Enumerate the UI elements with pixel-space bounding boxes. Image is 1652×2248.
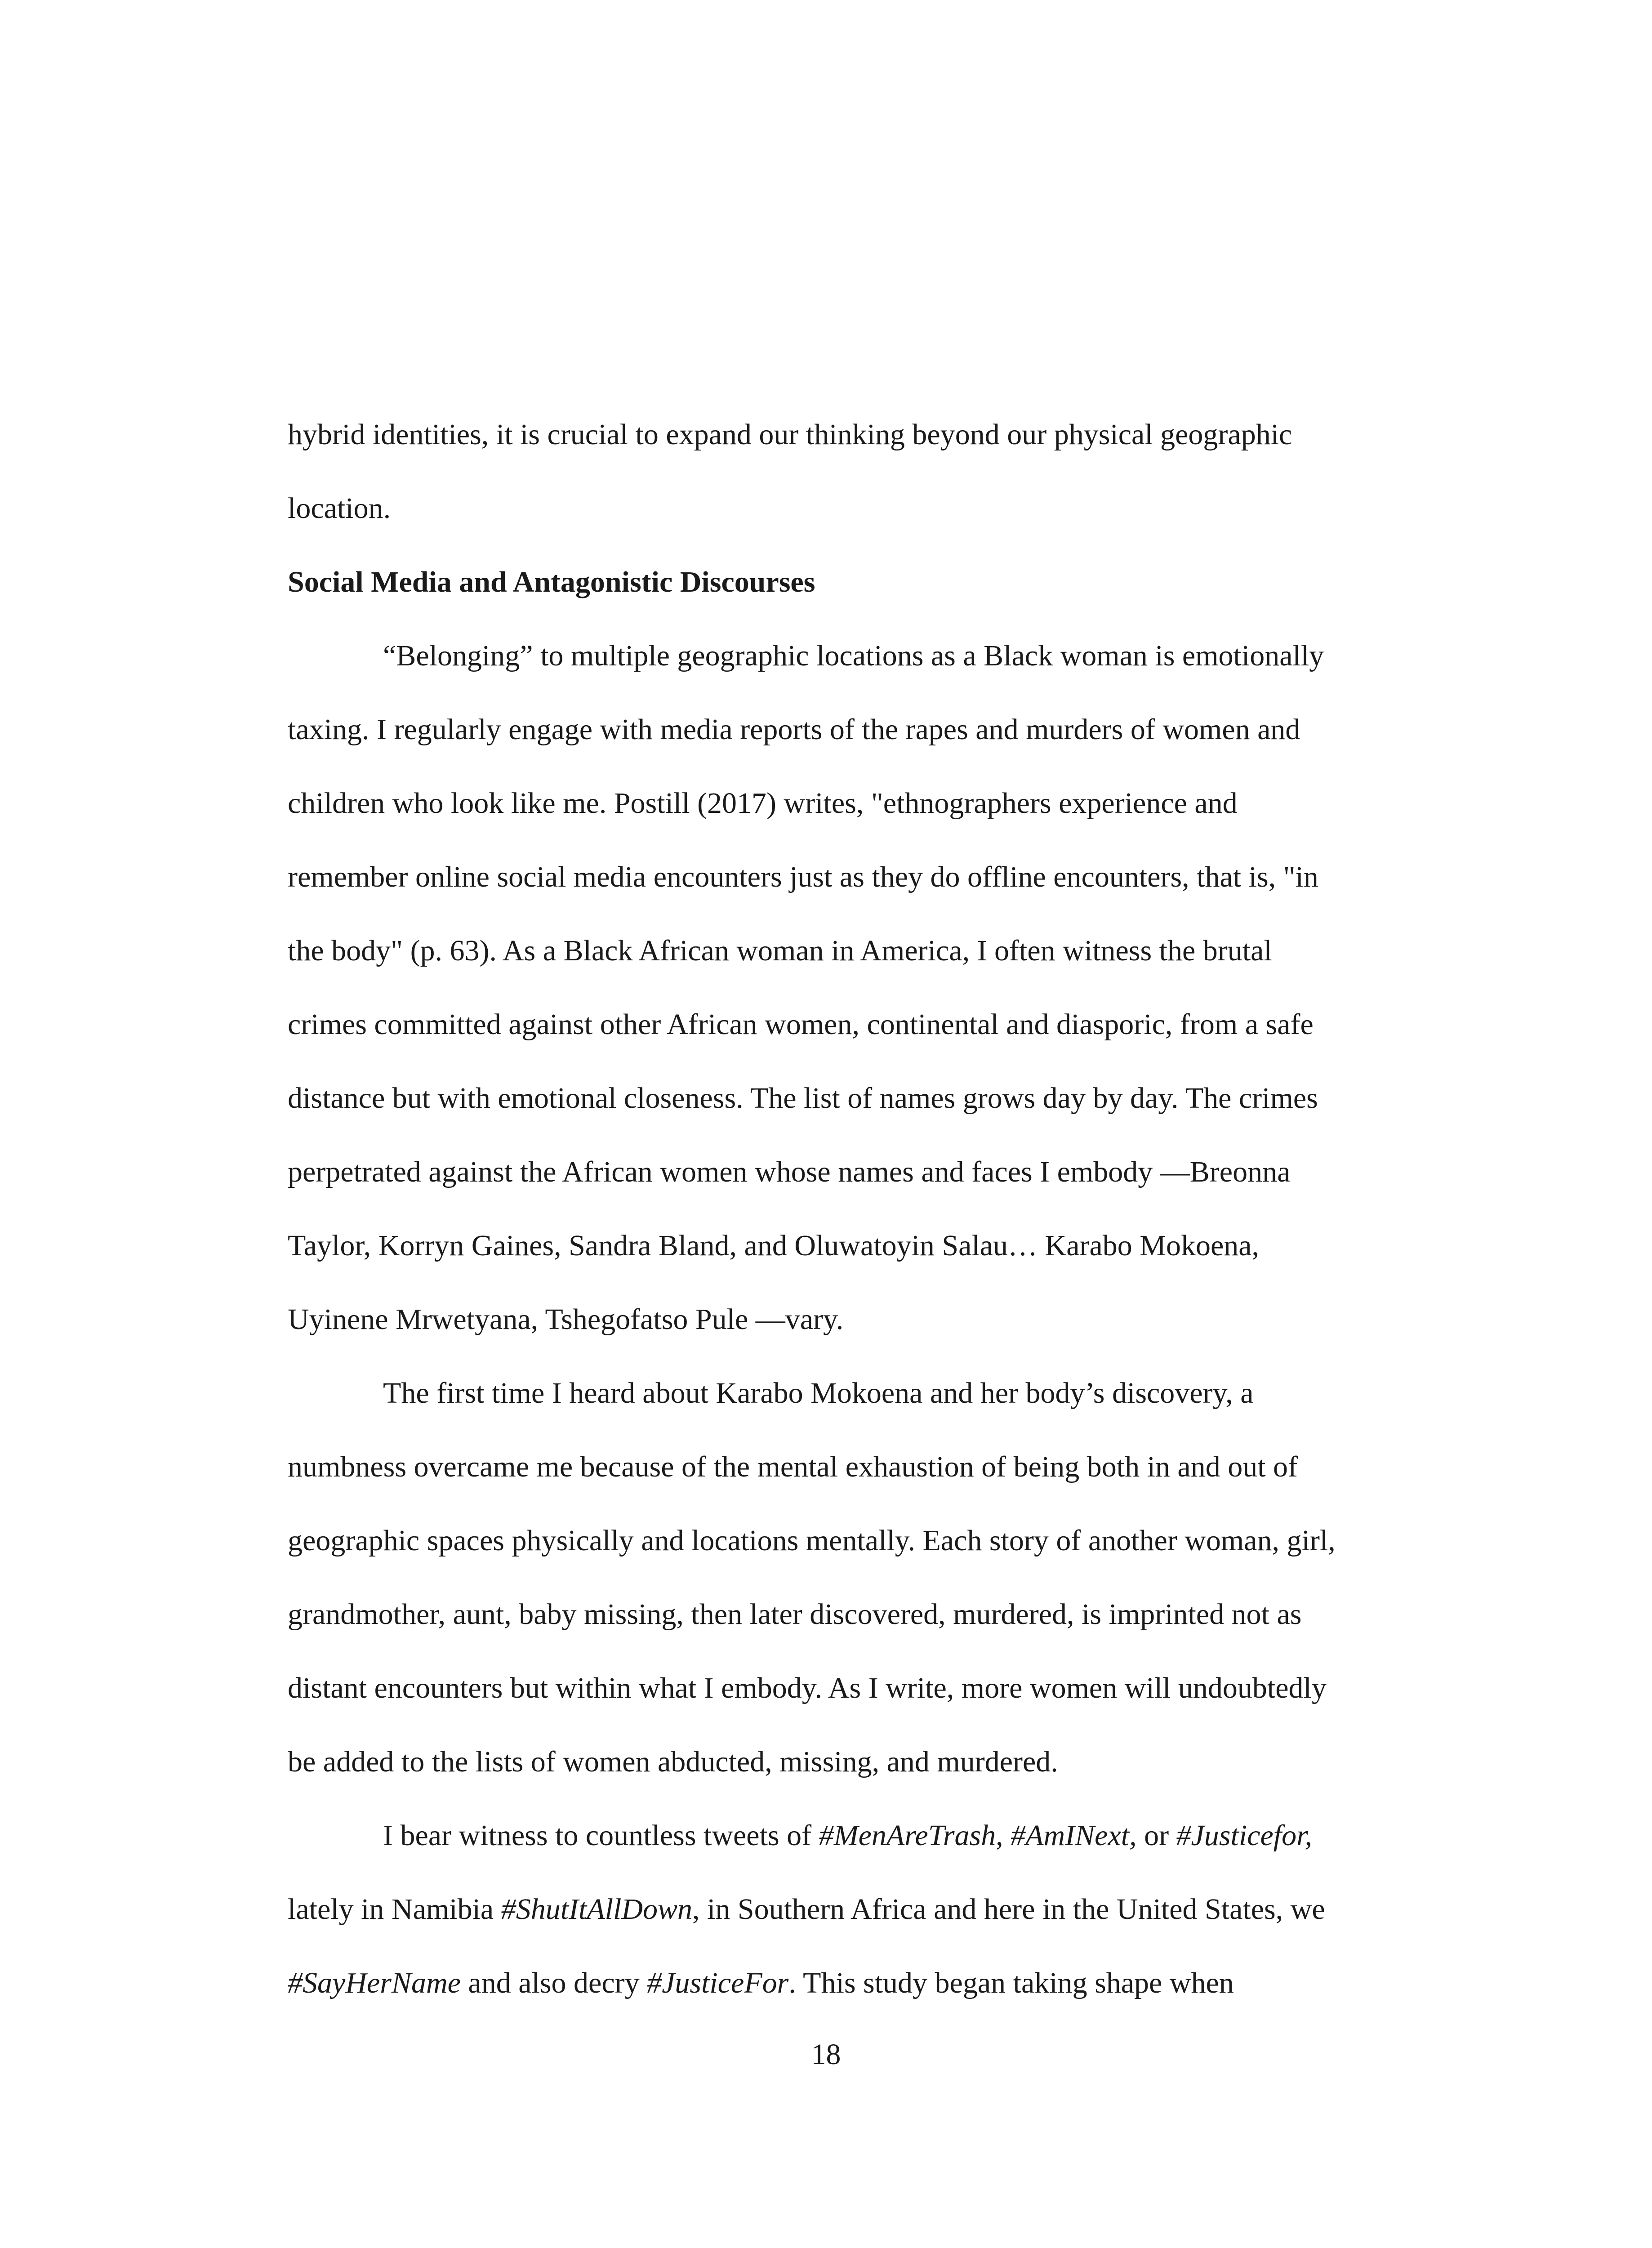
paragraph-line: remember online social media encounters just as they do offline encounters, that is, "in xyxy=(288,861,1318,893)
paragraph-line: location. xyxy=(288,492,391,525)
paragraph-line xyxy=(288,1873,1438,1946)
paragraph-line xyxy=(288,1799,1438,1873)
paragraph-line: Uyinene Mrwetyana, Tshegofatso Pule —vary. xyxy=(288,1303,844,1336)
line-text: I bear witness to countless tweets of xyxy=(383,1819,819,1852)
paragraph-line: perpetrated against the African women whose names and faces I embody —Breonna xyxy=(288,1155,1291,1188)
line-text: , xyxy=(996,1819,1011,1852)
page-number: 18 xyxy=(811,2038,841,2071)
section-heading: Social Media and Antagonistic Discourses xyxy=(288,566,815,598)
paragraph-line: taxing. I regularly engage with media reports of the rapes and murders of women and xyxy=(288,713,1300,746)
paragraph-line: numbness overcame me because of the mental exhaustion of being both in and out of xyxy=(288,1450,1298,1483)
paragraph-line: grandmother, aunt, baby missing, then later discovered, murdered, is imprinted not as xyxy=(288,1598,1302,1631)
line-text: or xyxy=(1136,1819,1176,1852)
paragraph-line: crimes committed against other African women, continental and diasporic, from a safe xyxy=(288,1008,1314,1041)
hashtag: #JusticeFor xyxy=(647,1967,789,1999)
body-text xyxy=(288,398,1438,2020)
paragraph-line: distance but with emotional closeness. The list of names grows day by day. The crimes xyxy=(288,1082,1318,1115)
line-text: . This study began taking shape when xyxy=(788,1967,1234,1999)
hashtag: #SayHerName xyxy=(288,1967,461,1999)
paragraph-line: hybrid identities, it is crucial to expand our thinking beyond our physical geographic xyxy=(288,418,1292,451)
paragraph-line: “Belonging” to multiple geographic locations as a Black woman is emotionally xyxy=(383,639,1324,672)
paragraph-line: distant encounters but within what I embody. As I write, more women will undoubtedly xyxy=(288,1672,1327,1704)
hashtag: #Justicefor, xyxy=(1176,1819,1313,1852)
line-text: , in Southern Africa and here in the United States, we xyxy=(692,1893,1325,1926)
paragraph-line: The first time I heard about Karabo Mokoena and her body’s discovery, a xyxy=(383,1377,1254,1409)
paragraph-line: geographic spaces physically and locations mentally. Each story of another woman, girl, xyxy=(288,1524,1336,1557)
paragraph-line: Taylor, Korryn Gaines, Sandra Bland, and Oluwatoyin Salau… Karabo Mokoena, xyxy=(288,1229,1260,1262)
paragraph-line: children who look like me. Postill (2017) writes, "ethnographers experience and xyxy=(288,787,1238,820)
line-text: and also decry xyxy=(460,1967,647,1999)
paragraph-line: be added to the lists of women abducted, missing, and murdered. xyxy=(288,1745,1058,1778)
paragraph-line xyxy=(288,1946,1438,2020)
hashtag: #ShutItAllDown xyxy=(501,1893,693,1926)
paragraph-line: the body" (p. 63). As a Black African woman in America, I often witness the brutal xyxy=(288,934,1272,967)
hashtag: #MenAreTrash xyxy=(819,1819,996,1852)
hashtag: #AmINext, xyxy=(1011,1819,1137,1852)
line-text: lately in Namibia xyxy=(288,1893,501,1926)
